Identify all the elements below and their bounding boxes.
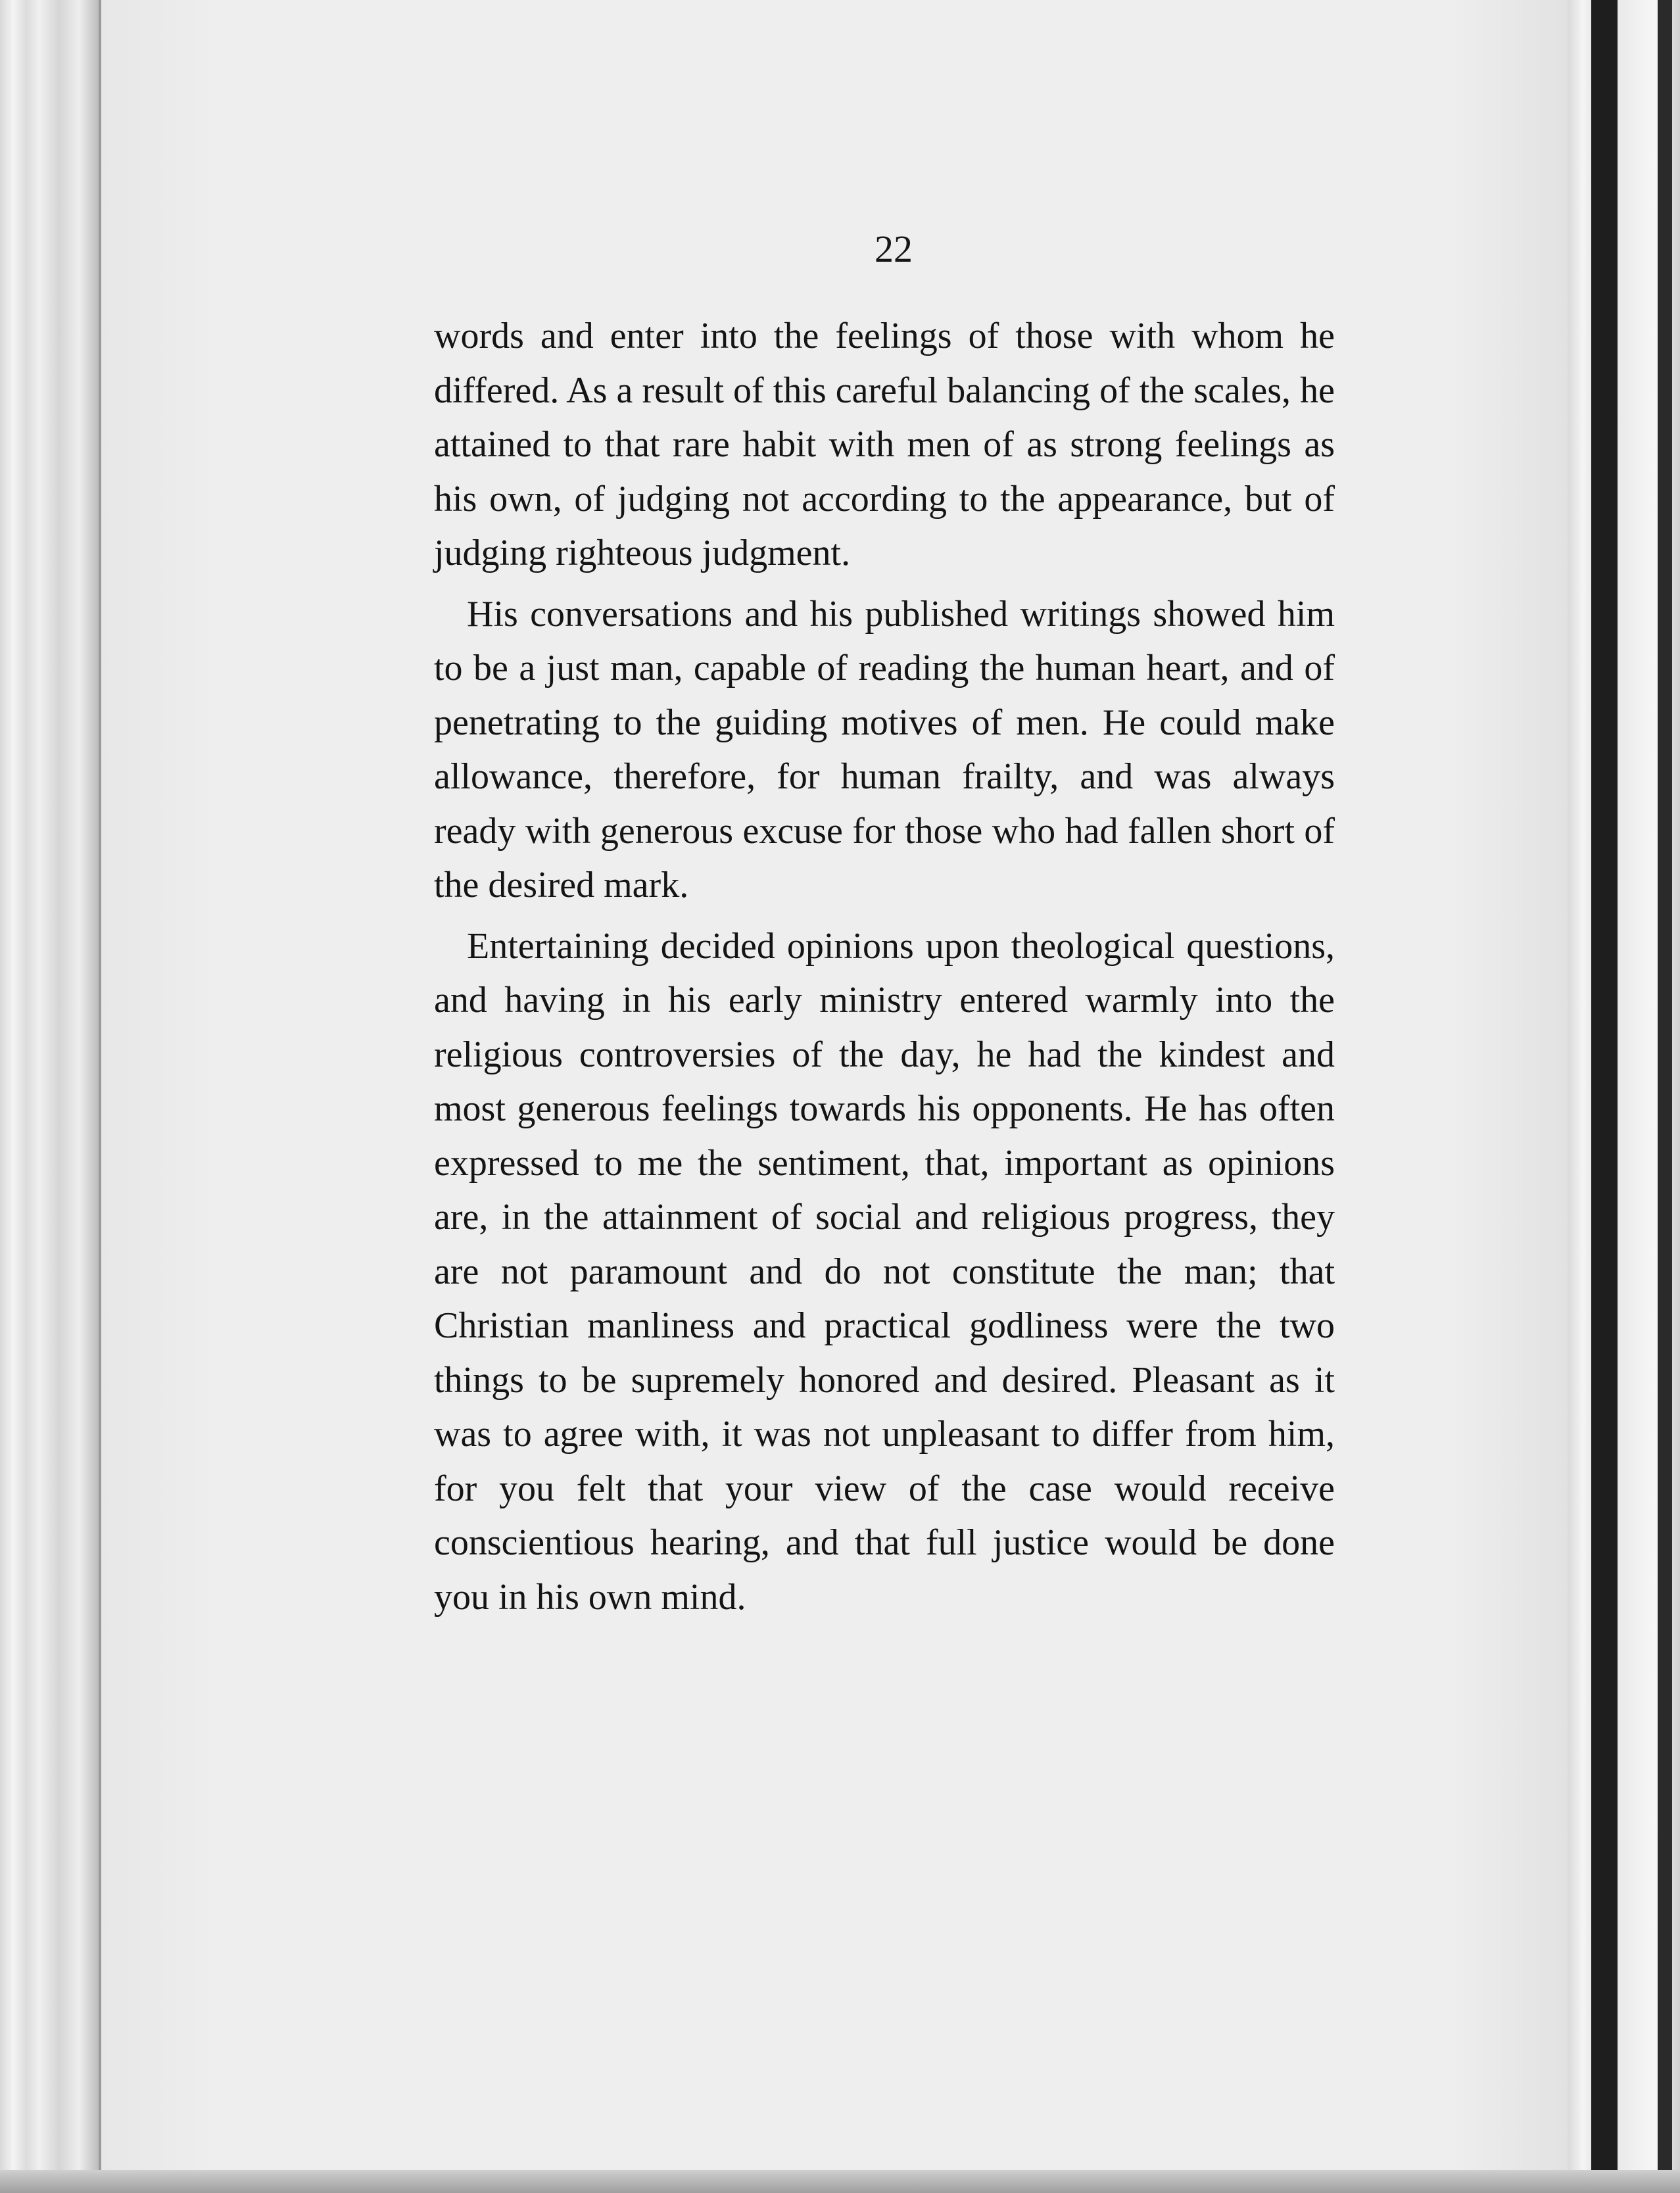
binding-shadow [1591,0,1618,2193]
paragraph-2: His conversations and his published writings showed him to be a just man, capable of reading the human heart, and of penetrating to the guiding motives of men. He could make allowance, therefore, for human frailty, and was always ready with generous excuse for those who had fallen short of the desired mark. [434,593,1335,905]
paragraph-3: Entertaining decided opinions upon theological questions, and having in his early ministry entered warmly into the religious controversies of the day, he had the kindest and most generous feelings towards his opponents. He has often expressed to me the sentiment, that, important as opinions are, in the attainment of social and religious progress, they are not paramount and do not constitute the man; that Christian manliness and practical godliness were the two things to be supremely honored and desired. Pleasant as it was to agree with, it was not unpleasant to differ from him, for you felt that your view of the case would receive conscientious hearing, and that full justice would be done you in his own mind. [434,925,1335,1618]
bottom-edge [0,2170,1680,2193]
facing-page-edge [1618,0,1680,2193]
paragraph-1: words and enter into the feelings of those with whom he differed. As a result of this careful balancing of the scales, he attained to that rare habit with men of as strong feelings as his own, of judging not according to the appearance, but of judging righteous judgment. [434,316,1335,573]
page-number: 22 [875,228,913,270]
body-text [434,309,1335,1624]
left-page-edges [0,0,99,2193]
